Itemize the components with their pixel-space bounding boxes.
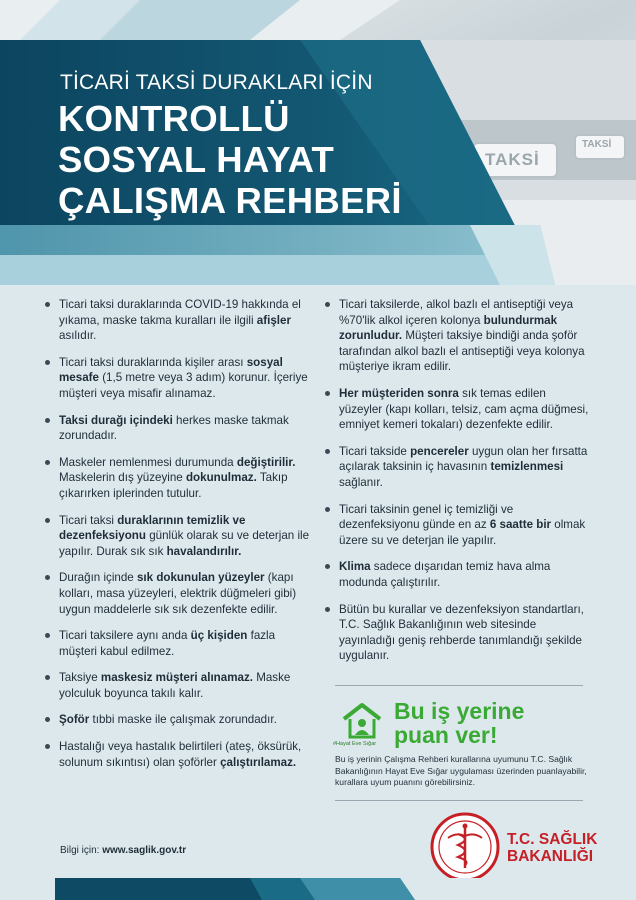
rules-list-right [320, 297, 592, 664]
rule-text: Bütün bu kurallar ve dezenfeksiyon standartları, T.C. Sağlık Bakanlığının web sitesinde yayınladığı geniş rehberde tanımlandığı şekilde uygulanır. [339, 602, 584, 663]
rule-text: uygun olan her fırsatta açılarak taksinin iç havasının [339, 444, 588, 474]
rule-item [320, 297, 592, 375]
rule-text-bold: duraklarının temizlik ve dezenfeksiyonu [59, 513, 246, 543]
bullet-icon [325, 302, 330, 307]
bullet-icon [325, 564, 330, 569]
rules-column-left [40, 297, 312, 781]
bullet-icon [45, 633, 50, 638]
rule-text: olmak üzere su ve deterjan ile yapılır. [339, 518, 586, 547]
rule-item [320, 502, 592, 549]
rule-text-bold: Şoför [59, 713, 90, 727]
bullet-icon [45, 518, 50, 523]
bullet-icon [45, 717, 50, 722]
rule-text: herkes maske takmak zorundadır. [59, 413, 289, 443]
rule-text: (1,5 metre veya 3 adım) korunur. İçeriye müşteri veya misafir alınamaz. [59, 371, 308, 400]
ministry-logo-icon [430, 812, 500, 882]
info-label: Bilgi için: [60, 845, 100, 856]
promo-title-line: Bu iş yerine [394, 698, 525, 724]
bullet-icon [45, 744, 50, 749]
rule-item [40, 670, 312, 701]
rule-item [40, 297, 312, 344]
rule-text-bold: bulundurmak zorunludur. [339, 313, 558, 343]
bullet-icon [45, 675, 50, 680]
bullet-icon [45, 575, 50, 580]
rule-text: Durağın içinde [59, 571, 137, 585]
rule-item [40, 739, 312, 770]
rule-text: Ticari taksilerde, alkol bazlı el antiseptiği veya %70'lik alkol içeren kolonya [339, 298, 574, 327]
rule-text-bold: sosyal mesafe [59, 355, 283, 385]
rule-text: günlük olarak su ve deterjan ile yapılır. Durak sık sık [59, 529, 310, 558]
rule-item [40, 413, 312, 444]
hayat-eve-sigar-icon [334, 697, 390, 747]
title-line: SOSYAL HAYAT [58, 139, 335, 180]
taxi-sign-small-text: TAKSİ [582, 139, 612, 150]
rule-text: (kapı kolları, masa yüzeyleri, elektrik düğmeleri gibi) uygun maddelerle sık sık dezenfekte edilir. [59, 571, 297, 616]
divider-top [335, 685, 583, 686]
rule-text: fazla müşteri kabul edilmez. [59, 629, 276, 658]
bullet-icon [45, 360, 50, 365]
title-line: ÇALIŞMA REHBERİ [58, 180, 402, 221]
rule-text: Müşteri taksiye bindiği anda şoför tarafından alkol bazlı el antiseptiği veya kolonya müşteriye ikram edilir. [339, 329, 585, 374]
bullet-icon [45, 302, 50, 307]
rule-text: Maske yolculuk boyunca takılı kalır. [59, 671, 291, 700]
rule-text: Ticari taksilere aynı anda [59, 629, 191, 643]
rule-item [320, 444, 592, 491]
bullet-icon [325, 391, 330, 396]
rule-text-bold: değiştirilir. [236, 455, 296, 469]
rule-text: Maskeler nemlenmesi durumunda [59, 455, 237, 469]
rule-text-bold: dokunulmaz. [185, 471, 257, 485]
bullet-icon [325, 507, 330, 512]
rule-item [40, 712, 312, 728]
page-title [58, 98, 402, 221]
header-subtitle: TİCARİ TAKSİ DURAKLARI İÇİN [60, 71, 373, 94]
rule-text: sadece dışarıdan temiz hava alma modunda çalıştırılır. [339, 560, 551, 589]
rule-text: Ticari taksi [59, 513, 118, 527]
rule-text: Taksiye [59, 671, 101, 685]
rule-text: Takıp çıkarırken iplerinden tutulur. [59, 471, 288, 500]
rule-text: Ticari takside [339, 444, 411, 458]
bullet-icon [325, 607, 330, 612]
bullet-icon [45, 460, 50, 465]
rule-text: sağlanır. [339, 475, 383, 489]
rule-text: Maskelerin dış yüzeyine [59, 471, 186, 485]
hayat-eve-sigar-label: #Hayat Eve Sığar [333, 741, 377, 747]
promo-title-line: puan ver! [394, 722, 498, 748]
rule-item [320, 386, 592, 433]
rule-item [320, 602, 592, 664]
rule-text-bold: 6 saatte bir [489, 518, 552, 532]
rule-text: asılıdır. [59, 329, 97, 343]
rule-item [40, 355, 312, 402]
rule-text-bold: afişler [256, 313, 291, 327]
ministry-name [507, 831, 597, 865]
rule-text-bold: havalandırılır. [166, 544, 242, 558]
ministry-name-line: BAKANLIĞI [507, 848, 594, 865]
rule-text: Ticari taksinin genel iç temizliği ve dezenfeksiyonu günde en az [339, 502, 514, 532]
info-url-link[interactable]: www.saglik.gov.tr [102, 845, 187, 856]
promo-title [394, 699, 524, 747]
rule-text-bold: Taksi durağı içindeki [59, 413, 173, 427]
info-line [60, 845, 186, 856]
rule-text-bold: çalıştırılamaz. [220, 755, 297, 769]
rule-text-bold: pencereler [410, 444, 469, 458]
ministry-name-line: T.C. SAĞLIK [507, 831, 598, 848]
rule-text: Ticari taksi duraklarında COVID-19 hakkında el yıkama, maske takma kuralları ile ilgili [59, 298, 301, 327]
rule-text: tıbbi maske ile çalışmak zorundadır. [89, 713, 277, 727]
header-banner [0, 0, 636, 285]
bullet-icon [45, 418, 50, 423]
rule-text: sık temas edilen yüzeyler (kapı kolları, telsiz, cam açma düğmesi, emniyet kemeri tokaları) dezenfekte edilir. [339, 386, 589, 432]
rule-text-bold: maskesiz müşteri alınamaz. [100, 671, 253, 685]
rules-column-right [320, 297, 592, 675]
rule-text-bold: Her müşteriden sonra [339, 386, 459, 400]
rule-text-bold: temizlenmesi [490, 460, 564, 474]
rule-item [320, 559, 592, 590]
rule-item [40, 570, 312, 617]
rule-item [40, 628, 312, 659]
rule-item [40, 455, 312, 502]
title-line: KONTROLLÜ [58, 98, 290, 139]
rule-item [40, 513, 312, 560]
divider-bottom [335, 800, 583, 801]
rules-list-left [40, 297, 312, 770]
rule-text-bold: sık dokunulan yüzeyler [136, 571, 265, 585]
footer-stripe [0, 878, 636, 900]
rule-text: Ticari taksi duraklarında kişiler arası [59, 355, 247, 369]
taxi-sign-text: TAKSİ [485, 150, 540, 169]
promo-description: Bu iş yerinin Çalışma Rehberi kurallarına uyumunu T.C. Sağlık Bakanlığının Hayat Eve Sığar uygulaması üzerinden puanlayabilir, kurallara uyum puanını görebilirsiniz. [335, 754, 587, 788]
rule-text: Hastalığı veya hastalık belirtileri (ateş, öksürük, solunum sıkıntısı) olan şoförler [59, 740, 302, 769]
rule-text-bold: Klima [339, 560, 371, 574]
rule-text-bold: üç kişiden [190, 629, 248, 643]
bullet-icon [325, 449, 330, 454]
